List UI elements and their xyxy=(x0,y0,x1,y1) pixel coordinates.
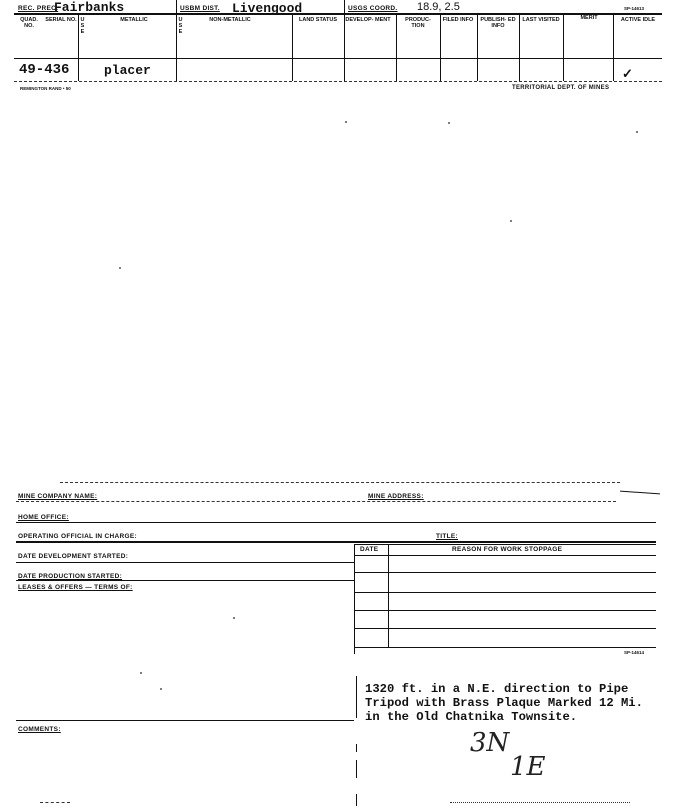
hdr-filed-info: FILED INFO xyxy=(442,17,474,23)
date-production-label: DATE PRODUCTION STARTED: xyxy=(18,573,123,580)
scan-speck xyxy=(140,672,142,674)
stoppage-top-rule xyxy=(354,544,656,545)
comments-rule xyxy=(16,720,354,721)
grid-col-6 xyxy=(440,13,441,81)
grid-col-9 xyxy=(563,13,564,81)
hdr-non-metallic: NON-METALLIC xyxy=(209,17,251,23)
date-col-header: DATE xyxy=(360,546,379,553)
stoppage-row-3 xyxy=(354,610,656,611)
hdr-use-right: U S E xyxy=(178,17,183,35)
top-dotted-edge xyxy=(60,482,620,483)
usgs-coord-value: 18.9, 2.5 xyxy=(417,1,460,13)
comments-label: COMMENTS: xyxy=(18,726,61,733)
scan-speck xyxy=(119,267,121,269)
location-note xyxy=(365,682,643,724)
title-label: TITLE: xyxy=(436,533,459,540)
handwritten-range: 1E xyxy=(510,752,546,782)
header-divider-1 xyxy=(176,0,177,13)
form-number-bottom: SP-14614 xyxy=(624,650,645,655)
hdr-development: DEVELOP- MENT xyxy=(345,17,391,23)
grid-col-7 xyxy=(477,13,478,81)
scan-speck xyxy=(345,121,347,123)
hdr-serial-no: SERIAL NO. xyxy=(45,17,77,23)
grid-header-rule xyxy=(14,58,662,59)
scan-speck xyxy=(636,131,638,133)
handwritten-township: 3N xyxy=(470,728,510,758)
comments-tick-1 xyxy=(356,676,357,718)
leases-offers-label: LEASES & OFFERS — TERMS OF: xyxy=(18,584,133,591)
grid-col-5 xyxy=(396,13,397,81)
scan-speck xyxy=(160,688,162,690)
hdr-merit: MERIT xyxy=(580,15,598,21)
grid-bottom-rule xyxy=(14,81,662,82)
operating-official-label: OPERATING OFFICIAL IN CHARGE: xyxy=(18,533,137,540)
comments-tick-2 xyxy=(356,744,357,752)
rec-prec-value: Fairbanks xyxy=(54,0,125,15)
home-office-rule xyxy=(16,522,656,523)
form-number-top: SP-14613 xyxy=(624,6,645,11)
header-divider-2 xyxy=(344,0,345,13)
rec-prec-label: REC. PREC. xyxy=(18,5,59,12)
grid-col-2 xyxy=(176,13,177,81)
grid-col-10 xyxy=(613,13,614,81)
hdr-land-status: LAND STATUS xyxy=(299,17,337,23)
scan-speck xyxy=(448,122,450,124)
active-check-mark: ✓ xyxy=(622,66,633,81)
scan-speck xyxy=(233,617,235,619)
grid-col-3 xyxy=(292,13,293,81)
scan-speck xyxy=(510,220,512,222)
grid-col-4 xyxy=(344,13,345,81)
usbm-dist-value: Livengood xyxy=(232,1,303,16)
stoppage-date-divider xyxy=(388,544,389,648)
location-note-line-1: 1320 ft. in a N.E. direction to Pipe xyxy=(365,682,629,696)
mine-address-label: MINE ADDRESS: xyxy=(368,493,424,500)
curl-edge xyxy=(620,491,660,495)
stoppage-row-4 xyxy=(354,628,656,629)
stoppage-row-5 xyxy=(354,647,656,648)
hdr-published-info: PUBLISH- ED INFO xyxy=(480,17,516,29)
location-note-line-2: Tripod with Brass Plaque Marked 12 Mi. xyxy=(365,696,643,710)
hdr-last-visited: LAST VISITED xyxy=(522,17,560,23)
stoppage-header-rule xyxy=(354,555,656,556)
comments-tick-4 xyxy=(356,794,357,806)
printer-mark: REMINGTON RAND • 50 xyxy=(20,86,71,91)
hdr-use-left: U S E xyxy=(80,17,85,35)
grid-col-1 xyxy=(78,13,79,81)
record-quad-serial: 49-436 xyxy=(19,62,70,78)
comments-tick-3 xyxy=(356,760,357,778)
home-office-label: HOME OFFICE: xyxy=(18,514,69,521)
dept-label: TERRITORIAL DEPT. OF MINES xyxy=(512,85,610,91)
hdr-quad-no: QUAD. NO. xyxy=(20,17,38,29)
usgs-coord-label: USGS COORD. xyxy=(348,5,398,12)
location-note-line-3: in the Old Chatnika Townsite. xyxy=(365,710,578,724)
bottom-edge-mark xyxy=(40,802,70,803)
company-row-rule xyxy=(16,501,616,502)
stoppage-row-2 xyxy=(354,592,656,593)
development-rule xyxy=(16,562,354,563)
reason-col-header: REASON FOR WORK STOPPAGE xyxy=(452,546,563,553)
date-development-label: DATE DEVELOPMENT STARTED: xyxy=(18,553,129,560)
usbm-dist-label: USBM DIST. xyxy=(180,5,220,12)
record-metallic: placer xyxy=(104,63,151,78)
hdr-active-idle: ACTIVE IDLE xyxy=(620,17,656,23)
production-rule xyxy=(16,580,354,581)
bottom-edge-dots xyxy=(450,802,630,803)
hdr-metallic: METALLIC xyxy=(120,17,148,23)
mine-company-name-label: MINE COMPANY NAME: xyxy=(18,493,98,500)
stoppage-left-edge xyxy=(354,544,355,654)
hdr-production: PRODUC- TION xyxy=(405,17,431,29)
stoppage-row-1 xyxy=(354,572,656,573)
grid-col-8 xyxy=(519,13,520,81)
official-rule xyxy=(16,541,656,543)
